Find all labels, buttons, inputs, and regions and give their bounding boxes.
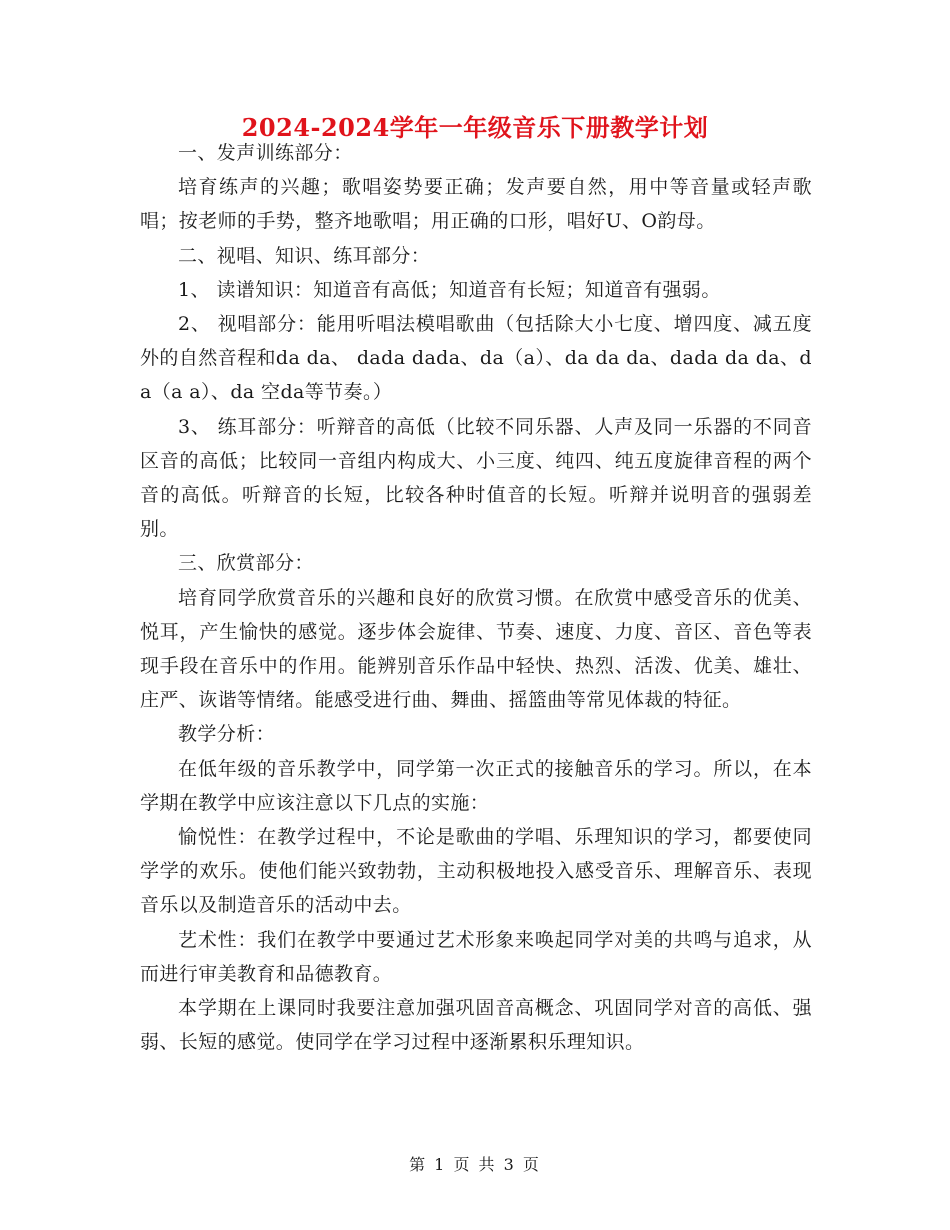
section-heading-sight-singing: 二、视唱、知识、练耳部分： bbox=[178, 244, 431, 267]
paragraph-vocal-training: 培育练声的兴趣；歌唱姿势要正确；发声要自然，用中等音量或轻声歌唱；按老师的手势，整齐地歌唱；用正确的口形，唱好U、O韵母。 bbox=[140, 176, 812, 233]
paragraph-sight-singing: 2、 视唱部分：能用听唱法模唱歌曲（包括除大小七度、增四度、减五度外的自然音程和da da、 dada dada、da（a）、da da da、dada da da、da（a a）、da 空da等节奏。） bbox=[140, 313, 812, 404]
section-heading-vocal: 一、发声训练部分： bbox=[178, 142, 353, 164]
paragraph-notation-knowledge: 1、 读谱知识：知道音有高低；知道音有长短；知道音有强弱。 bbox=[178, 278, 721, 301]
paragraph-ear-training: 3、 练耳部分：听辩音的高低（比较不同乐器、人声及同一乐器的不同音区音的高低；比较同一音组内构成大、小三度、纯四、纯五度旋律音程的两个音的高低。听辩音的长短，比较各种时值音的长短。听辩并说明音的强弱差别。 bbox=[140, 415, 812, 541]
document-body bbox=[140, 136, 812, 1059]
paragraph-enjoyment: 愉悦性：在教学过程中，不论是歌曲的学唱、乐理知识的学习，都要使同学学的欢乐。使他们能兴致勃勃，主动积极地投入感受音乐、理解音乐、表现音乐以及制造音乐的活动中去。 bbox=[140, 826, 812, 917]
paragraph-artistry: 艺术性：我们在教学中要通过艺术形象来唤起同学对美的共鸣与追求，从而进行审美教育和品德教育。 bbox=[140, 928, 812, 985]
section-heading-teaching-analysis: 教学分析： bbox=[178, 723, 276, 746]
paragraph-teaching-analysis: 在低年级的音乐教学中，同学第一次正式的接触音乐的学习。所以，在本学期在教学中应该注意以下几点的实施： bbox=[140, 757, 812, 814]
document-title: 2024-2024学年一年级音乐下册教学计划 bbox=[241, 113, 709, 142]
section-heading-appreciation: 三、欣赏部分： bbox=[178, 552, 314, 575]
page-number-footer: 第 1 页 共 3 页 bbox=[409, 1155, 541, 1174]
paragraph-appreciation: 培育同学欣赏音乐的兴趣和良好的欣赏习惯。在欣赏中感受音乐的优美、悦耳，产生愉快的感觉。逐步体会旋律、节奏、速度、力度、音区、音色等表现手段在音乐中的作用。能辨别音乐作品中轻快、热烈、活泼、优美、雄壮、庄严、诙谐等情绪。能感受进行曲、舞曲、摇篮曲等常见体裁的特征。 bbox=[140, 586, 812, 712]
paragraph-semester-plan: 本学期在上课同时我要注意加强巩固音高概念、巩固同学对音的高低、强弱、长短的感觉。使同学在学习过程中逐渐累积乐理知识。 bbox=[140, 997, 812, 1054]
